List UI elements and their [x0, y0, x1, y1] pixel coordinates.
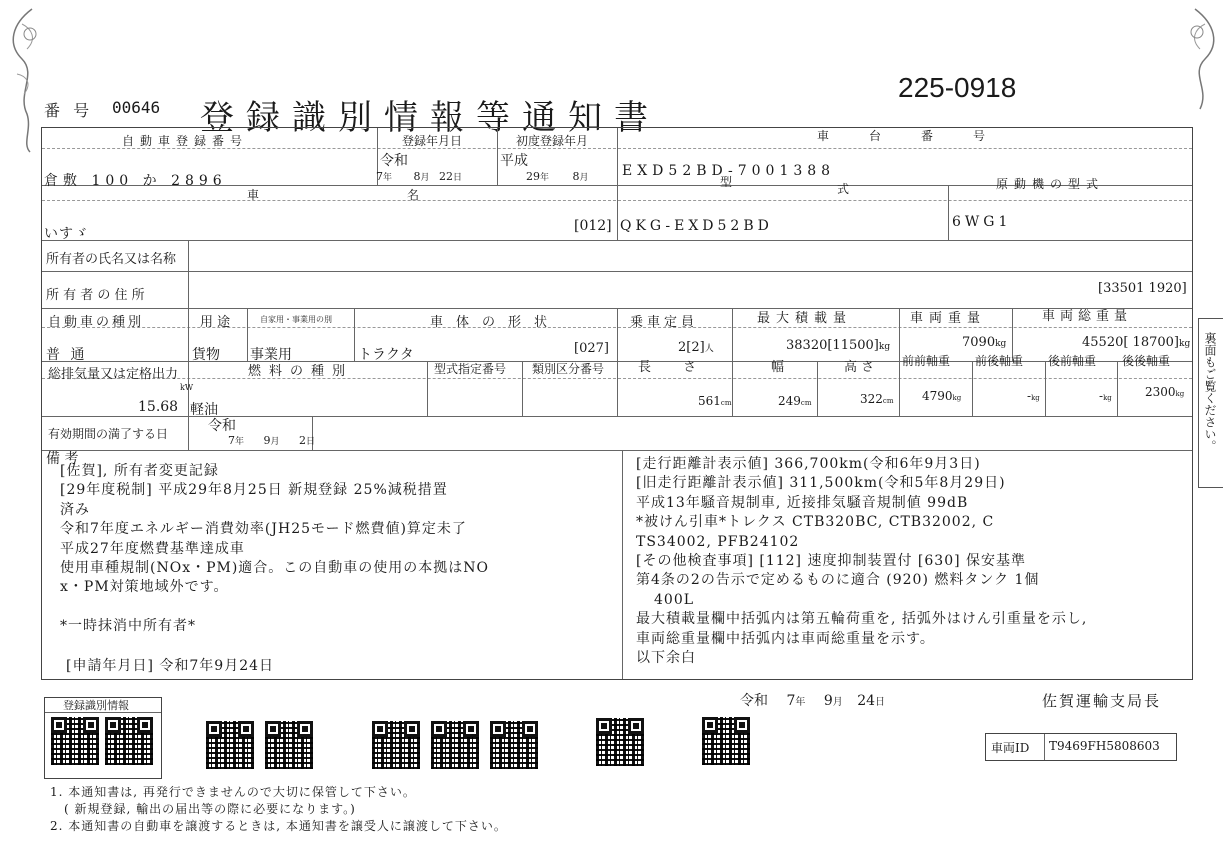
kind-label: 自動車の種別 — [48, 315, 145, 330]
kw-unit: kW — [180, 383, 194, 392]
width-value: 249cm — [778, 394, 812, 408]
remark-line: 400L — [654, 591, 695, 608]
model-value: QKG-EXD52BD — [620, 218, 773, 234]
remark-line: *一時抹消中所有者* — [60, 618, 196, 635]
remark-line: 使用車種規制(NOx・PM)適合。この自動車の使用の本拠はNO — [60, 560, 490, 576]
expiry-date: 7年 9月 2日 — [228, 434, 316, 447]
body-code: [027] — [574, 341, 609, 356]
remark-line: [その他検査事項] [112] 速度抑制装置付 [630] 保安基準 — [636, 553, 1027, 569]
ff-value: 4790kg — [922, 389, 962, 403]
footer-note-1: 1. 本通知書は, 再発行できませんので大切に保管して下さい。 — [50, 785, 416, 799]
fuel-label: 燃料の種別 — [248, 364, 354, 379]
qr-code-5 — [372, 721, 420, 769]
maker-value: いすゞ — [44, 226, 89, 242]
body-value: トラクタ — [358, 347, 414, 363]
rf-axle-label: 後前軸重 — [1048, 354, 1097, 368]
height-label: 高 さ — [844, 360, 875, 375]
gross-label: 車両総重量 — [1042, 309, 1133, 324]
rr-value: 2300kg — [1145, 385, 1185, 399]
registration-form — [41, 127, 1193, 680]
remark-line: 以下余白 — [636, 650, 696, 666]
model-label-2: 式 — [837, 182, 850, 196]
remark-line: TS34002, PFB24102 — [636, 533, 800, 550]
height-value: 322cm — [860, 392, 894, 406]
qr-code-4 — [265, 721, 313, 769]
owner-address-label: 所 有 者 の 住 所 — [46, 288, 145, 303]
remark-line: 平成27年度燃費基準達成車 — [60, 540, 245, 557]
qr-code-1 — [51, 717, 99, 765]
number-label: 番 号 — [44, 101, 94, 120]
engine-value: 6WG1 — [952, 214, 1012, 230]
reg-era: 令和 — [380, 153, 408, 169]
owner-address-code: [33501 1920] — [1098, 281, 1187, 296]
page-title: 登録識別情報等通知書 — [200, 98, 660, 138]
remark-line: 令和7年度エネルギー消費効率(JH25モード燃費値)算定未了 — [60, 521, 467, 538]
footer-note-3: 2. 本通知書の自動車を譲渡するときは, 本通知書を譲受人に譲渡して下さい。 — [50, 819, 507, 833]
gross-value: 45520[ 18700]kg — [1082, 335, 1191, 350]
private-value: 事業用 — [250, 347, 292, 363]
reference-number: 225-0918 — [898, 72, 1017, 103]
qr-box-label: 登録識別情報 — [63, 699, 129, 712]
name-label-2: 名 — [407, 188, 420, 202]
remark-line: x・PM対策地域外です。 — [60, 579, 229, 596]
class-label: 類別区分番号 — [532, 362, 605, 376]
length-label: 長 さ — [638, 360, 711, 375]
fr-value: -kg — [1027, 389, 1040, 403]
qr-code-3 — [206, 721, 254, 769]
expiry-label: 有効期間の満了する日 — [48, 427, 169, 441]
remark-line: 済み — [60, 501, 90, 518]
owner-name-label: 所有者の氏名又は名称 — [46, 252, 177, 267]
use-value: 貨物 — [192, 347, 220, 363]
use-label: 用 途 — [200, 315, 231, 330]
corner-ornament-right — [1170, 4, 1225, 114]
first-reg-label: 初度登録年月 — [516, 134, 589, 148]
qr-code-6 — [431, 721, 479, 769]
rr-axle-label: 後後軸重 — [1122, 354, 1171, 368]
qr-code-7 — [490, 721, 538, 769]
qr-code-2 — [105, 717, 153, 765]
vehicle-id-label: 車両ID — [991, 741, 1030, 755]
model-label-1: 型 — [720, 175, 733, 189]
capacity-label: 乗車定員 — [630, 315, 699, 330]
issue-date: 令和 7年 9月 24日 — [740, 693, 886, 709]
kind-value: 普 通 — [46, 347, 88, 363]
qr-code-8 — [596, 718, 644, 766]
reg-date-value: 7年 8月 22日 — [376, 170, 463, 183]
vehicle-id-box — [985, 733, 1177, 761]
remark-line: [旧走行距離計表示値] 311,500km(令和5年8月29日) — [636, 475, 1006, 492]
engine-label: 原動機の型式 — [996, 177, 1105, 191]
weight-value: 7090kg — [962, 335, 1007, 350]
remark-line: [29年度税制] 平成29年8月25日 新規登録 25%減税措置 — [60, 482, 448, 499]
chassis-value: EXD52BD-7001388 — [622, 163, 836, 179]
capacity-value: 2[2]人 — [678, 340, 714, 355]
chassis-label: 車台番号 — [817, 129, 1026, 143]
max-load-label: 最大積載量 — [757, 311, 853, 326]
name-label-1: 車 — [247, 188, 260, 202]
issuer: 佐賀運輸支局長 — [1042, 692, 1162, 710]
first-reg-value: 29年 8月 — [526, 170, 589, 183]
body-label: 車体の形状 — [430, 315, 561, 330]
type-designation-label: 型式指定番号 — [434, 362, 507, 376]
displacement-value: 15.68 — [138, 399, 179, 415]
weight-label: 車両重量 — [910, 311, 987, 326]
reg-number-value: 倉敷 100 か 2896 — [44, 173, 227, 189]
remark-line: 第4条の2の告示で定めるものに適合 (920) 燃料タンク 1個 — [636, 572, 1040, 589]
reg-date-label: 登録年月日 — [402, 134, 463, 148]
rf-value: -kg — [1099, 389, 1112, 403]
fr-axle-label: 前後軸重 — [975, 354, 1024, 368]
max-load-value: 38320[11500]kg — [786, 338, 891, 353]
maker-code: [012] — [574, 218, 612, 234]
private-label: 自家用・事業用の別 — [260, 315, 332, 324]
expiry-era: 令和 — [208, 418, 236, 434]
remark-line: 最大積載量欄中括弧内は第五輪荷重を, 括弧外はけん引重量を示し, — [636, 611, 1088, 628]
application-date: [申請年月日] 令和7年9月24日 — [66, 658, 275, 674]
first-era: 平成 — [500, 153, 528, 169]
ff-axle-label: 前前軸重 — [902, 354, 951, 368]
remark-line: [佐賀], 所有者変更記録 — [60, 463, 219, 479]
number-value: 00646 — [112, 98, 161, 117]
footer-note-2: ( 新規登録, 輸出の届出等の際に必要になります。) — [64, 802, 356, 816]
remark-line: 平成13年騒音規制車, 近接排気騒音規制値 99dB — [636, 494, 969, 511]
remark-line: *被けん引車*トレクス CTB320BC, CTB32002, C — [636, 514, 995, 531]
fuel-value: 軽油 — [190, 402, 218, 418]
remarks-label: 備 考 — [46, 451, 79, 467]
displacement-label: 総排気量又は定格出力 — [48, 367, 179, 382]
width-label: 幅 — [771, 360, 785, 375]
remark-line: [走行距離計表示値] 366,700km(令和6年9月3日) — [636, 456, 981, 472]
qr-code-9 — [702, 717, 750, 765]
remark-line: 車両総重量欄中括弧内は車両総重量を示す。 — [636, 630, 935, 647]
reg-number-label: 自動車登録番号 — [122, 134, 249, 148]
side-tab-text: 裏面もご覧ください。 — [1203, 332, 1217, 452]
length-value: 561cm — [698, 394, 732, 408]
vehicle-id-value: T9469FH5808603 — [1049, 739, 1160, 753]
